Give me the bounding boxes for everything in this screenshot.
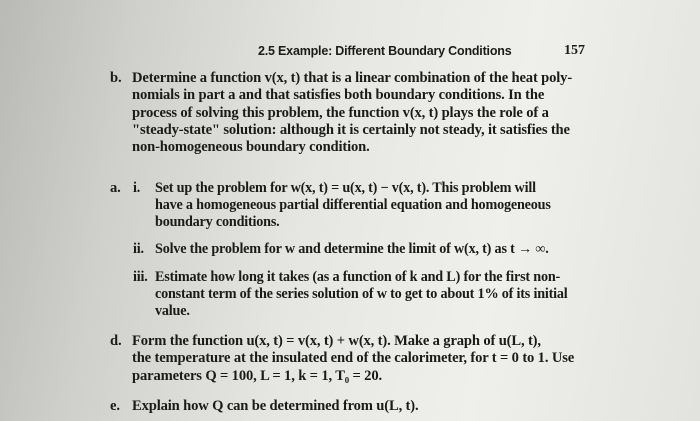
text-line: "steady-state" solution: although it is certainly not steady, it satisfies the [132, 121, 570, 138]
subitem-marker: i. [133, 180, 141, 196]
item-marker: e. [110, 398, 120, 414]
subitem-i [133, 180, 603, 232]
text-line: constant term of the series solution of w to get to about 1% of its initial [155, 285, 568, 302]
item-text [132, 70, 572, 156]
text-line: the temperature at the insulated end of the calorimeter, for t = 0 to 1. Use [132, 350, 575, 367]
item-marker: b. [110, 70, 122, 86]
item-marker: a. [110, 180, 121, 196]
text-line: Set up the problem for w(x, t) = u(x, t) − v(x, t). This problem will [155, 180, 536, 196]
text-line: Determine a function v(x, t) that is a linear combination of the heat poly- [132, 70, 573, 86]
text-line: process of solving this problem, the function v(x, t) plays the role of a [132, 104, 549, 121]
text-line: Solve the problem for w and determine the limit of w(x, t) as t → ∞. [155, 241, 549, 257]
subitem-marker: iii. [133, 269, 148, 285]
exercise-item-d [110, 333, 600, 387]
subitem-text [155, 180, 551, 230]
text-line: Explain how Q can be determined from u(L, t). [132, 398, 419, 414]
subitem-text [155, 269, 568, 319]
item-text [132, 398, 418, 415]
subitem-text [155, 241, 549, 258]
text-line: Form the function u(x, t) = v(x, t) + w(x, t). Make a graph of u(L, t), [132, 333, 541, 349]
text-line: value. [155, 302, 190, 319]
subitem-ii [133, 241, 603, 259]
text-line: parameters Q = 100, L = 1, k = 1, T₀ = 20. [132, 367, 382, 384]
item-marker: d. [110, 333, 122, 349]
text-line: have a homogeneous partial differential equation and homogeneous [155, 196, 551, 213]
text-line: non-homogeneous boundary condition. [132, 139, 370, 156]
text-line: Estimate how long it takes (as a function of k and L) for the first non- [155, 269, 561, 285]
text-line: nomials in part a and that satisfies both boundary conditions. In the [132, 87, 545, 104]
item-text [132, 333, 574, 385]
page-number: 157 [564, 43, 585, 58]
running-head: 2.5 Example: Different Boundary Conditions [258, 44, 512, 58]
exercise-item-b [110, 70, 600, 160]
subitem-iii [133, 269, 603, 321]
subitem-marker: ii. [133, 241, 144, 257]
text-line: boundary conditions. [155, 213, 280, 230]
exercise-item-e [110, 398, 600, 416]
